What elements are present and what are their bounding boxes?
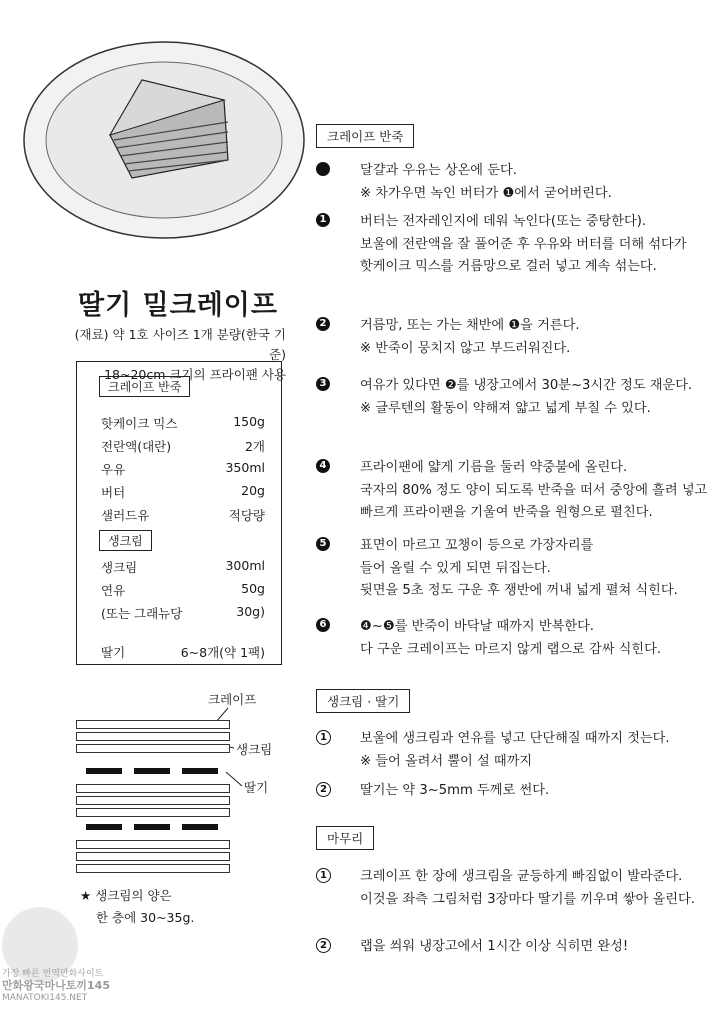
strawberry-slice (86, 768, 122, 774)
crepe-layer (76, 852, 230, 861)
ingredient-name: 샐러드유 (101, 508, 150, 523)
strawberry-slice (134, 824, 170, 830)
ingredient-amount: 적당량 (228, 508, 265, 523)
step-number-badge: 5 (316, 537, 330, 551)
step-line: 빠르게 프라이팬을 기울여 반죽을 원형으로 펼친다. (360, 505, 653, 520)
crepe-layer (76, 808, 230, 817)
ingredient-amount: 20g (241, 483, 265, 498)
step-line: 랩을 씌워 냉장고에서 1시간 이상 식히면 완성! (360, 939, 629, 954)
crepe-layer (76, 796, 230, 805)
step-line: 프라이팬에 얇게 기름을 둘러 약중불에 올린다. (360, 460, 628, 475)
step-line: ❹~❺를 반죽이 바닥날 때까지 반복한다. (360, 619, 595, 634)
ingredient-row (101, 581, 265, 599)
crepe-layer (76, 744, 230, 753)
label-strawberry: 딸기 (244, 780, 269, 795)
step-number-badge: 2 (316, 782, 331, 797)
ingredient-name: (또는 그래뉴당 (101, 606, 183, 621)
step-text (360, 211, 687, 279)
step-line: ※ 반죽이 뭉치지 않고 부드러워진다. (360, 340, 571, 356)
star-icon: ★ (80, 888, 92, 903)
step-number-badge: 2 (316, 938, 331, 953)
recipe-title: 딸기 밀크레이프 (78, 290, 278, 321)
crepe-layer (76, 784, 230, 793)
watermark-line: 만화왕국마나토끼145 (2, 979, 110, 992)
strawberry-slice (134, 768, 170, 774)
step-line: 들어 올릴 수 있게 되면 뒤집는다. (360, 560, 551, 576)
step-text (360, 780, 549, 803)
strawberry-slice (182, 768, 218, 774)
crepe-layer (76, 732, 230, 741)
step-line: ※ 들어 올려서 뿔이 설 때까지 (360, 753, 533, 769)
step-line: 달걀과 우유는 상온에 둔다. (360, 163, 517, 178)
strawberry-slice (86, 824, 122, 830)
step-number-badge: 2 (316, 317, 330, 331)
watermark-text (2, 968, 110, 1004)
section-cream-strawberry-tag: 생크림 · 딸기 (316, 689, 410, 713)
strawberry-slice (182, 824, 218, 830)
ingredient-row (101, 414, 265, 432)
step-text (360, 457, 707, 525)
crepe-cake-illustration (14, 10, 314, 250)
ingredient-row (101, 437, 265, 455)
ingredient-amount: 150g (233, 414, 265, 429)
crepe-batter-tag: 크레이프 반죽 (99, 376, 190, 397)
ingredient-row (101, 558, 265, 576)
note-line: 생크림의 양은 (95, 888, 172, 903)
step-text (360, 535, 678, 603)
step-text (360, 936, 628, 959)
step-line: 표면이 마르고 꼬챙이 등으로 가장자리를 (360, 538, 594, 553)
step-number-badge: 4 (316, 459, 330, 473)
step-text (360, 160, 612, 205)
ingredient-amount: 2개 (244, 439, 265, 454)
ingredient-row (101, 483, 265, 501)
ingredients-header-line1: (재료) 약 1호 사이즈 1개 분량(한국 기준) (74, 327, 286, 362)
step-line: ※ 차가우면 녹인 버터가 ❶에서 굳어버린다. (360, 185, 612, 201)
step-line: 거름망, 또는 가는 채반에 ❶을 거른다. (360, 318, 580, 333)
step-line: 뒷면을 5초 정도 구운 후 쟁반에 꺼내 넓게 펼쳐 식힌다. (360, 583, 678, 598)
ingredient-name: 연유 (101, 583, 126, 598)
step-text (360, 866, 695, 911)
section-crepe-batter-tag: 크레이프 반죽 (316, 124, 414, 148)
step-line: 국자의 80% 정도 양이 되도록 반죽을 떠서 중앙에 흘려 넣고 (360, 482, 708, 498)
ingredient-row (101, 460, 265, 478)
watermark-line: MANATOKI145.NET (2, 993, 88, 1003)
crepe-layer (76, 864, 230, 873)
ingredient-row (101, 643, 265, 661)
ingredient-amount: 50g (241, 581, 265, 596)
step-text (360, 616, 661, 661)
step-line: 크레이프 한 장에 생크림을 균등하게 빠짐없이 발라준다. (360, 869, 683, 884)
crepe-layer (76, 840, 230, 849)
step-line: 다 구운 크레이프는 마르지 않게 랩으로 감싸 식힌다. (360, 641, 662, 657)
step-number-badge (316, 162, 330, 176)
ingredient-amount: 300ml (225, 558, 265, 573)
crepe-layer (76, 720, 230, 729)
watermark (0, 900, 130, 1021)
ingredients-box (76, 361, 282, 665)
step-number-badge: 3 (316, 377, 330, 391)
ingredient-amount: 350ml (225, 460, 265, 475)
step-line: 딸기는 약 3~5mm 두께로 썬다. (360, 783, 550, 798)
label-cream: 생크림 (236, 742, 273, 757)
watermark-line: 가장 빠른 번역만화사이트 (2, 969, 104, 979)
step-line: ※ 글루텐의 활동이 약해져 얇고 넓게 부칠 수 있다. (360, 400, 651, 416)
step-line: 보울에 전란액을 잘 풀어준 후 우유와 버터를 더해 섞다가 (360, 236, 687, 252)
step-number-badge: 1 (316, 730, 331, 745)
ingredient-name: 딸기 (101, 645, 126, 660)
ingredients-header-line2: 18~20cm 크기의 프라이팬 사용 (104, 367, 286, 382)
step-number-badge: 6 (316, 618, 330, 632)
step-text (360, 375, 692, 420)
ingredient-name: 생크림 (101, 560, 138, 575)
step-line: 여유가 있다면 ❷를 냉장고에서 30분~3시간 정도 재운다. (360, 378, 693, 393)
ingredient-amount: 6~8개(약 1팩) (180, 645, 265, 660)
ingredient-name: 우유 (101, 462, 126, 477)
note-line: 한 층에 30~35g. (96, 910, 195, 925)
section-finish-tag: 마무리 (316, 826, 374, 850)
label-crepe: 크레이프 (208, 692, 257, 707)
ingredient-name: 전란액(대란) (101, 439, 172, 454)
ingredient-row (101, 604, 265, 622)
step-line: 보울에 생크림과 연유를 넣고 단단해질 때까지 젓는다. (360, 731, 670, 746)
step-number-badge: 1 (316, 213, 330, 227)
cream-tag: 생크림 (99, 530, 152, 551)
step-line: 이것을 좌측 그림처럼 3장마다 딸기를 끼우며 쌓아 올린다. (360, 891, 695, 907)
step-line: 핫케이크 믹스를 거름망으로 걸러 넣고 계속 섞는다. (360, 259, 657, 274)
ingredient-row (101, 506, 265, 524)
step-text (360, 315, 580, 360)
ingredient-name: 핫케이크 믹스 (101, 416, 178, 431)
ingredient-name: 버터 (101, 485, 126, 500)
step-line: 버터는 전자레인지에 데워 녹인다(또는 중탕한다). (360, 214, 647, 229)
ingredient-amount: 30g) (236, 604, 265, 619)
layer-diagram (76, 690, 286, 880)
step-text (360, 728, 670, 773)
step-number-badge: 1 (316, 868, 331, 883)
